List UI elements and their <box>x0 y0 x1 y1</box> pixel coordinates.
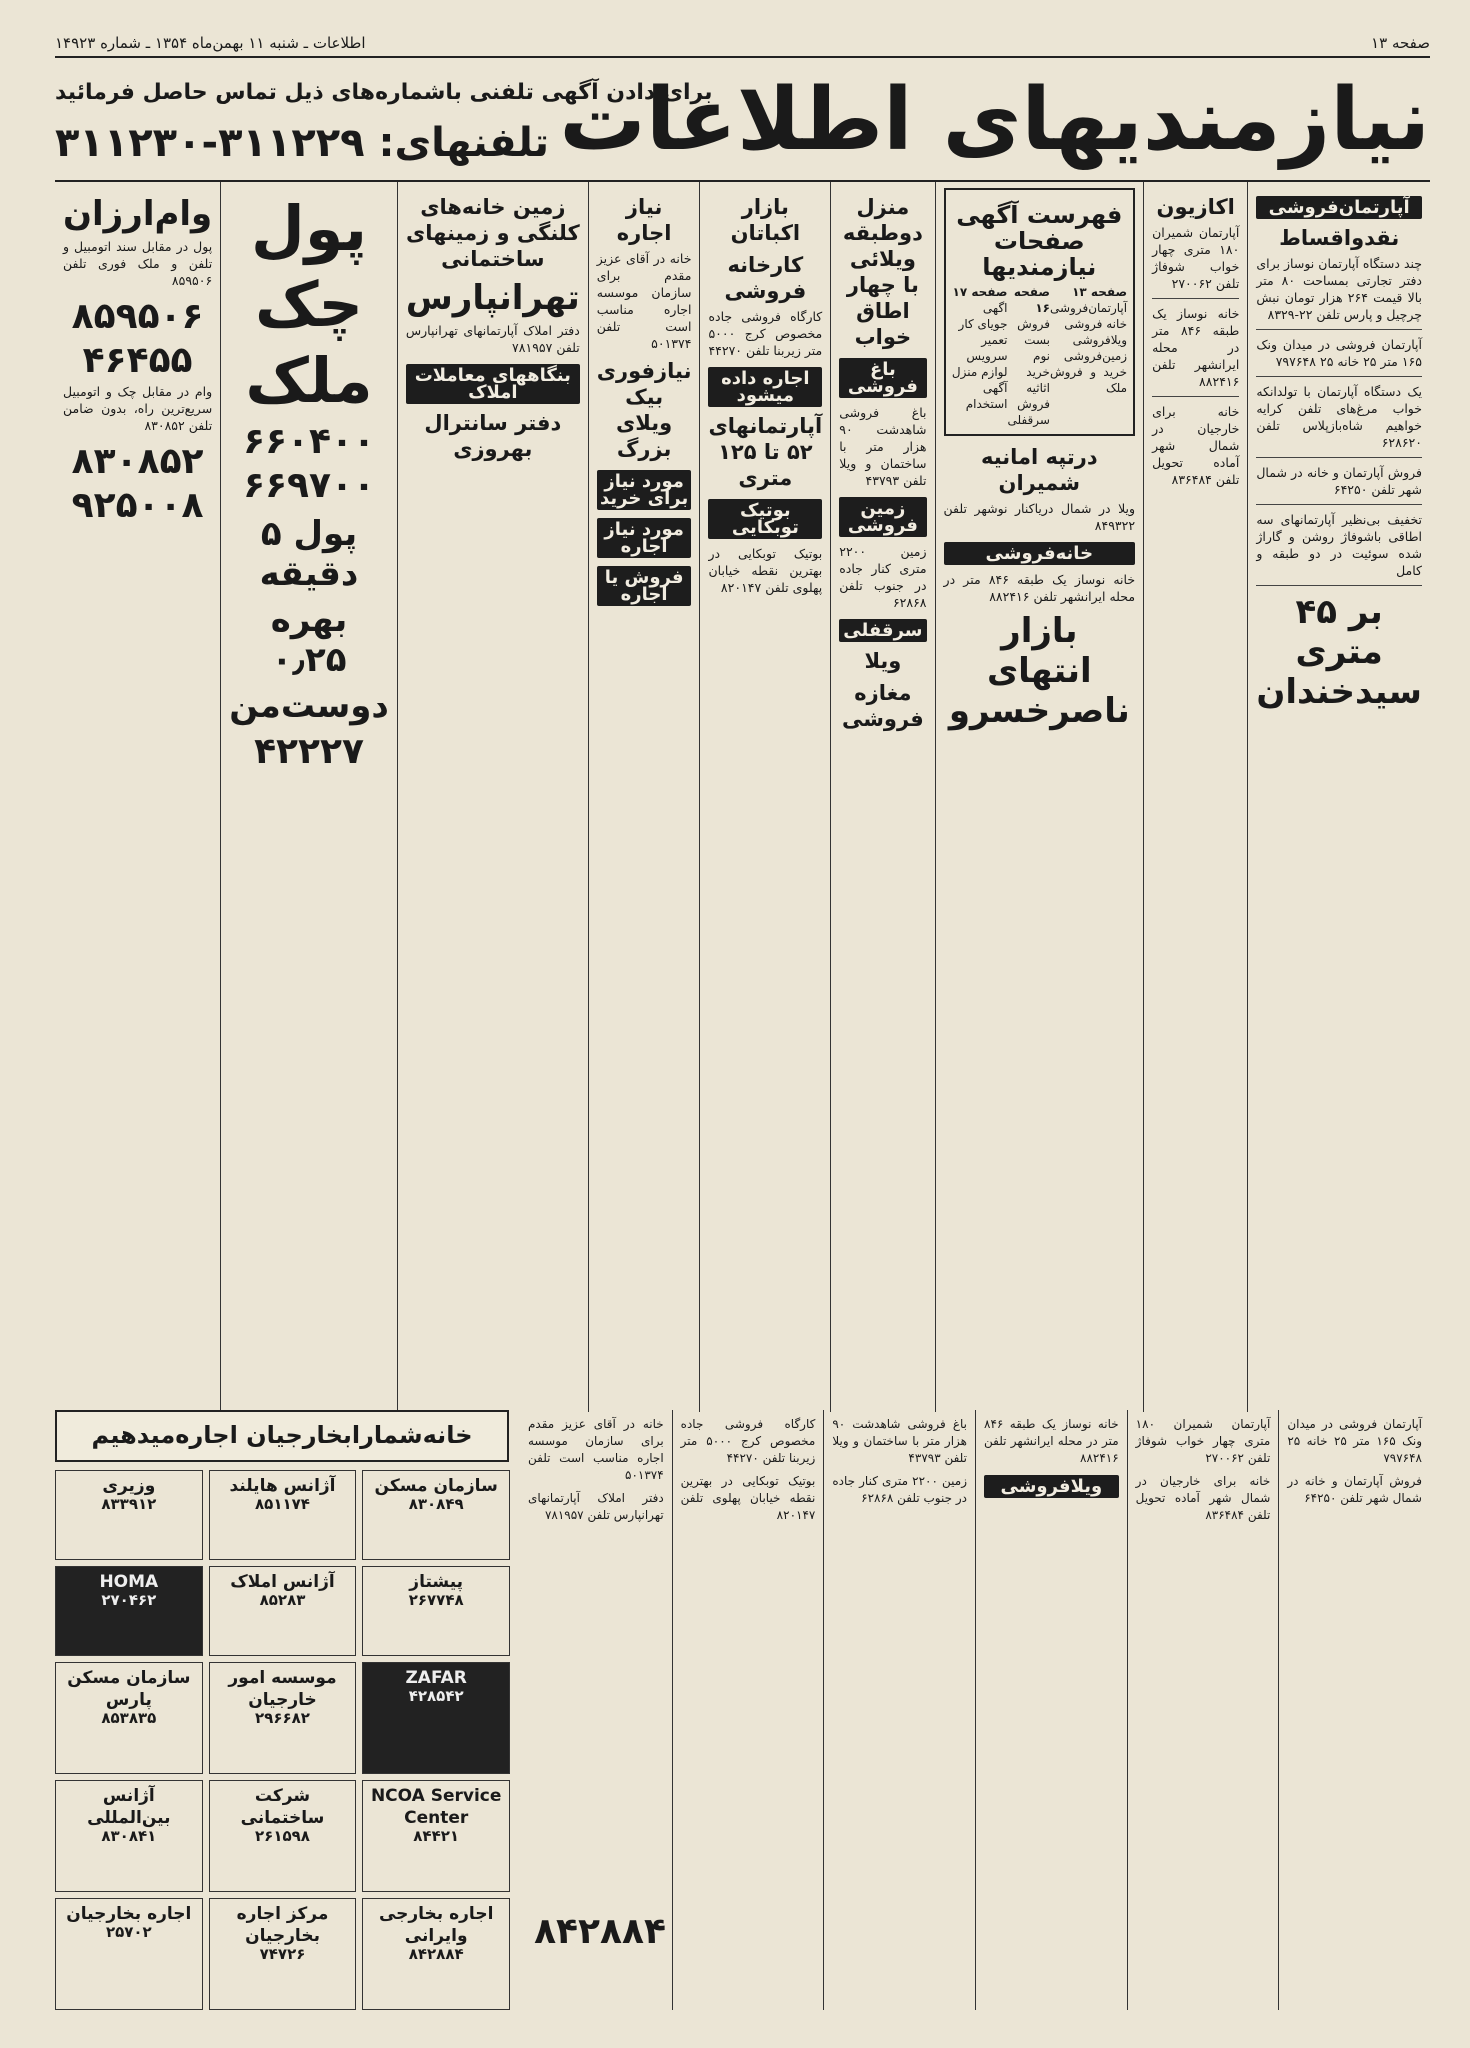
ad-box: سازمان مسکن پارس ۸۵۳۸۳۵ <box>55 1662 203 1774</box>
ad-text: زمین ۲۲۰۰ متری کنار جاده در جنوب تلفن ۶۲۸۶۸ <box>839 544 927 610</box>
column-6 <box>699 182 830 1412</box>
phone-number: ۴۶۴۵۵ <box>82 340 193 381</box>
phone-number: ۸۵۹۵۰۶ <box>71 296 204 337</box>
ad-box: NCOA Service Center ۸۴۴۲۱ <box>362 1780 510 1892</box>
column-9 <box>220 182 397 1412</box>
ad-text: وام در مقابل چک و اتومبیل سریع‌ترین راه، بدون ضامن تلفن ۸۳۰۸۵۲ <box>63 384 213 433</box>
headline-manzel: منزل دوطبقه ویلائی با چهار اطاق خواب <box>842 195 923 349</box>
phone-number: ۶۶۰۴۰۰ <box>243 421 375 462</box>
index-box: فهرست آگهی صفحات نیازمندیها صفحه ۱۳ آپارتمان‌فروشی خانه فروشی ویلافروشی زمین‌فروشی خرید و فروش ملک صفحه ۱۶ فروش بست نوم خرید اثاثیه فروش سرقفلی صفحه ۱۷ اگهی جویای کار تعمیر سرویس لوازم منزل آگهی استخدام <box>944 188 1136 436</box>
ad-text: دفتر املاک آپارتمانهای تهرانپارس تلفن ۷۸۱۹۵۷ <box>405 323 580 355</box>
headline-factory: کارخانه فروشی <box>724 253 807 303</box>
ad-text: فروش آپارتمان و خانه در شمال شهر تلفن ۶۴۲۵۰ <box>1256 465 1422 497</box>
columns <box>55 180 1430 1412</box>
ad-text: کارگاه فروشی جاده مخصوص کرج ۵۰۰۰ متر زیربنا تلفن ۴۴۲۷۰ <box>708 309 823 358</box>
masthead <box>55 70 1430 175</box>
page-label: صفحه ۱۳ <box>1371 34 1430 52</box>
section-garden-sale: باغ فروشی <box>839 358 926 398</box>
column-5 <box>830 182 934 1412</box>
headline-dermafti: نیازفوری بیک ویلای بزرگ <box>596 359 692 461</box>
headline-pool5: پول ۵ دقیقه <box>259 514 359 594</box>
ad-box: آژانس املاک ۸۵۲۸۳ <box>209 1566 357 1656</box>
headline-check: چک <box>254 268 364 341</box>
section-sarghofli: سرقفلی <box>839 619 926 642</box>
ad-grid <box>55 1470 510 2010</box>
headline-tehranpars: تهرانپارس <box>405 278 580 318</box>
bottom-col: باغ فروشی شاهدشت ۹۰ هزار متر با ساختمان و ویلا تلفن ۴۳۷۹۳ زمین ۲۲۰۰ متری کنار جاده در جنوب تلفن ۶۲۸۶۸ <box>823 1410 975 2010</box>
headline-shop: مغازه فروشی <box>842 681 924 731</box>
ad-box: اجاره بخارجیان ۲۵۷۰۲ <box>55 1898 203 2010</box>
section-realestate: بنگاههای معاملات املاک <box>406 364 580 404</box>
ad-box: آژانس بین‌المللی ۸۳۰۸۴۱ <box>55 1780 203 1892</box>
headline-dollar: بهره ۰٫۲۵ <box>270 600 348 680</box>
column-3 <box>935 182 1144 1412</box>
bottom-col: آپارتمان فروشی در میدان ونک ۱۶۵ متر ۲۵ خانه ۲۵ ۷۹۷۶۴۸ فروش آپارتمان و خانه در شمال شهر تلفن ۶۴۲۵۰ <box>1278 1410 1430 2010</box>
headline-melk: ملک <box>245 344 373 417</box>
bottom-col: آپارتمان شمیران ۱۸۰ متری چهار خواب شوفاژ تلفن ۲۷۰۰۶۲ خانه برای خارجیان در شمال شهر آماده تحویل تلفن ۸۳۶۴۸۴ <box>1127 1410 1279 2010</box>
ad-text: خانه در آقای عزیز مقدم برای سازمان موسسه اجاره مناسب است تلفن ۵۰۱۳۷۴ <box>596 251 692 351</box>
headline-shemiran: درتپه امانیه شمیران <box>980 445 1098 495</box>
phone-numbers: تلفنهای: ۳۱۱۲۲۹-۳۱۱۲۳۰ <box>55 120 550 166</box>
section-rent-out: فروش یا اجاره <box>597 566 692 606</box>
phone-number: ۹۲۵۰۰۸ <box>71 485 204 526</box>
ad-text: بوتیک توبکایی در بهترین نقطه خیابان پهلوی تلفن ۸۲۰۱۴۷ <box>708 546 823 595</box>
ad-text: باغ فروشی شاهدشت ۹۰ هزار متر با ساختمان و ویلا تلفن ۴۳۷۹۳ <box>839 405 927 488</box>
ad-box: مرکز اجاره بخارجیان ۷۴۷۲۶ <box>209 1898 357 2010</box>
bottom-col: خانه در آقای عزیز مقدم برای سازمان موسسه اجاره مناسب است تلفن ۵۰۱۳۷۴ دفتر املاک آپارتمانهای تهرانپارس تلفن ۷۸۱۹۵۷ <box>528 1417 664 1522</box>
ad-text: آپارتمان فروشی در میدان ونک ۱۶۵ متر ۲۵ خانه ۲۵ ۷۹۷۶۴۸ <box>1256 337 1422 369</box>
bottom-col: خانه نوساز یک طبقه ۸۴۶ متر در محله ایرانشهر تلفن ۸۸۲۴۱۶ ویلافروشی <box>975 1410 1127 2010</box>
ad-box: آژانس هایلند ۸۵۱۱۷۴ <box>209 1470 357 1560</box>
headline-dost: دوست‌من <box>229 686 389 726</box>
ad-box: سازمان مسکن ۸۳۰۸۴۹ <box>362 1470 510 1560</box>
phone-number: ۸۳۰۸۵۲ <box>71 441 204 482</box>
column-2 <box>1143 182 1247 1412</box>
column-1 <box>1247 182 1430 1412</box>
section-needed-rent: مورد نیاز اجاره <box>597 518 692 558</box>
section-house-sale: خانه‌فروشی <box>944 542 1136 565</box>
issue-info: اطلاعات ـ شنبه ۱۱ بهمن‌ماه ۱۳۵۴ ـ شماره ۱۴۹۲۳ <box>55 34 366 52</box>
ad-text: خانه نوساز یک طبقه ۸۴۶ متر در محله ایرانشهر تلفن ۸۸۲۴۱۶ <box>943 572 1136 604</box>
section-land-sale: زمین فروشی <box>839 497 926 537</box>
top-line <box>55 34 1430 58</box>
headline-behrouzi: دفتر سانترال بهروزی <box>424 411 562 461</box>
section-need-buy: مورد نیاز برای خرید <box>597 470 692 510</box>
headline-apartments: آپارتمانهای ۵۲ تا ۱۲۵ متری <box>708 414 823 490</box>
column-8 <box>397 182 588 1412</box>
index-title: فهرست آگهی صفحات نیازمندیها <box>956 201 1123 281</box>
headline-need-rent: نیاز اجاره <box>616 195 672 245</box>
bottom-col: کارگاه فروشی جاده مخصوص کرج ۵۰۰۰ متر زیربنا تلفن ۴۴۲۷۰ بوتیک توبکایی در بهترین نقطه خیابان پهلوی تلفن ۸۲۰۱۴۷ <box>672 1410 824 2010</box>
rent-banner: خانه‌شمارابخارجیان اجاره‌میدهیم <box>55 1410 509 1462</box>
ad-box: پیشتاز ۲۶۷۷۴۸ <box>362 1566 510 1656</box>
ad-text: خانه نوساز یک طبقه ۸۴۶ متر در محله ایرانشهر تلفن ۸۸۲۴۱۶ <box>1152 306 1240 389</box>
phone-note: برای دادن آگهی تلفنی باشماره‌های ذیل تماس حاصل فرمائید <box>55 80 713 105</box>
headline-vam: وام‌ارزان <box>63 194 213 234</box>
ad-box: وزیری ۸۳۳۹۱۲ <box>55 1470 203 1560</box>
phone-number: ۸۴۲۸۸۴ <box>534 1911 666 1952</box>
phone-number: ۴۲۲۲۷ <box>254 731 364 772</box>
section-apartment-sale: آپارتمان‌فروشی <box>1256 196 1422 219</box>
bottom-section <box>55 1410 1430 2010</box>
headline-bar45: بر ۴۵ متری سیدخندان <box>1256 592 1422 712</box>
ad-text: یک دستگاه آپارتمان با تولدانکه خواب مرغ‌های تلفن کرایه خواهیم شاه‌بازپلاس تلفن ۶۲۸۶۲۰ <box>1256 384 1422 450</box>
ad-box: ZAFAR ۴۲۸۵۴۲ <box>362 1662 510 1774</box>
section-rent-given: اجاره داده میشود <box>708 367 822 407</box>
headline-pool: پول <box>251 192 367 265</box>
ad-text: تخفیف بی‌نظیر آپارتمانهای سه اطاقی باشوفاژ روشن و گاراژ شده سوئیت در دو طبقه و کامل <box>1256 512 1422 578</box>
ad-text: چند دستگاه آپارتمان نوساز برای دفتر تجارتی بمساحت ۸۰ متر بالا قیمت ۲۶۴ هزار تومان نبش چرچیل و پارس تلفن ۲۲-۸۳۲۹ <box>1256 256 1423 322</box>
headline-bazaar: بازار اکباتان <box>730 195 801 245</box>
ad-box: موسسه امور خارجیان ۲۹۶۶۸۲ <box>209 1662 357 1774</box>
ad-box: شرکت ساختمانی ۲۶۱۵۹۸ <box>209 1780 357 1892</box>
ad-text: آپارتمان شمیران ۱۸۰ متری چهار خواب شوفاژ تلفن ۲۷۰۰۶۲ <box>1152 225 1240 291</box>
headline-cash: نقدواقساط <box>1279 226 1400 250</box>
phone-number: ۶۶۹۷۰۰ <box>243 465 375 506</box>
ad-box: HOMA ۲۷۰۴۶۲ <box>55 1566 203 1656</box>
column-7 <box>588 182 700 1412</box>
column-10 <box>55 182 220 1412</box>
headline-houses: زمین خانه‌های کلنگی و زمینهای ساختمانی <box>405 195 580 271</box>
ad-text: خانه برای خارجیان در شمال شهر آماده تحویل تلفن ۸۳۶۴۸۴ <box>1152 404 1240 487</box>
section-boutique: بوتیک توبکایی <box>708 499 822 539</box>
headline-villa: ویلا <box>864 649 902 673</box>
ad-box: اجاره بخارجی وایرانی ۸۴۲۸۸۴ <box>362 1898 510 2010</box>
headline-acazion: اکازیون <box>1156 195 1235 219</box>
ad-text: پول در مقابل سند اتومبیل و تلفن و ملک فوری تلفن ۸۵۹۵۰۶ <box>63 239 213 288</box>
headline-bazaar2: بازار انتهای ناصرخسرو <box>948 611 1130 731</box>
page-title: نیازمندیهای اطلاعات <box>559 70 1430 170</box>
ad-text: ویلا در شمال دریاکنار نوشهر تلفن ۸۴۹۳۲۲ <box>943 501 1136 533</box>
